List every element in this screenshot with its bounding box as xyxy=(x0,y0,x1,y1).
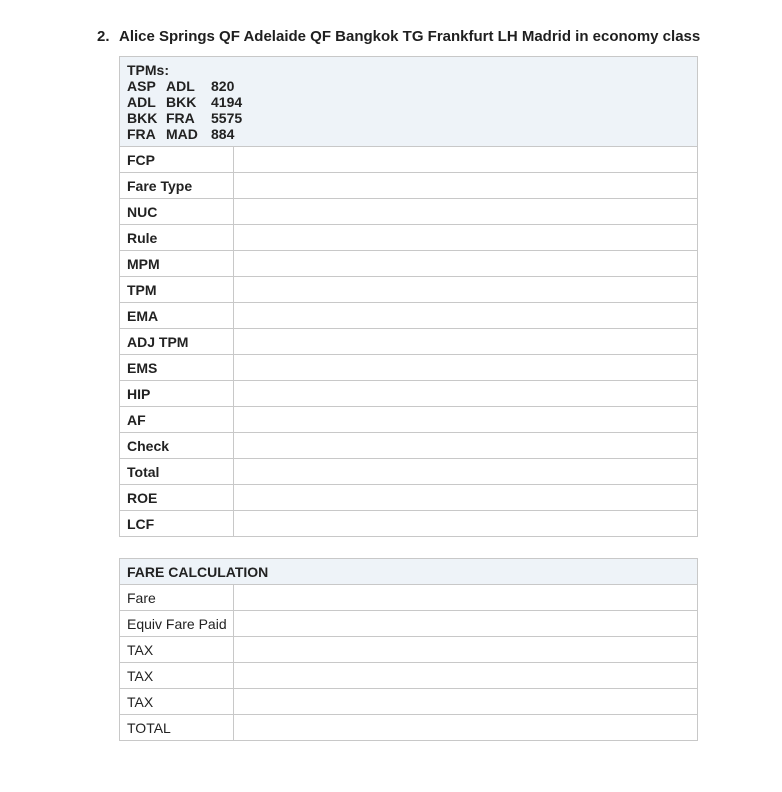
row-label: MPM xyxy=(120,251,234,277)
answer-cell[interactable] xyxy=(234,225,698,251)
row-label: TAX xyxy=(120,689,234,715)
row-label: AF xyxy=(120,407,234,433)
calc-row xyxy=(120,251,698,277)
answer-cell[interactable] xyxy=(234,251,698,277)
tpm-line: ADL BKK 4194 xyxy=(127,94,243,110)
answer-cell[interactable] xyxy=(234,303,698,329)
row-label: ROE xyxy=(120,485,234,511)
answer-cell[interactable] xyxy=(234,147,698,173)
row-label: Rule xyxy=(120,225,234,251)
answer-cell[interactable] xyxy=(234,611,698,637)
calc-row xyxy=(120,277,698,303)
row-label: FCP xyxy=(120,147,234,173)
answer-cell[interactable] xyxy=(234,459,698,485)
calc-row xyxy=(120,459,698,485)
calc-row xyxy=(120,511,698,537)
answer-cell[interactable] xyxy=(234,199,698,225)
calc-row xyxy=(120,433,698,459)
tpm-header-cell xyxy=(120,57,698,147)
answer-cell[interactable] xyxy=(234,511,698,537)
row-label: Equiv Fare Paid xyxy=(120,611,234,637)
calc-row xyxy=(120,303,698,329)
row-label: EMA xyxy=(120,303,234,329)
calc-row xyxy=(120,329,698,355)
answer-cell[interactable] xyxy=(234,355,698,381)
row-label: TAX xyxy=(120,637,234,663)
answer-cell[interactable] xyxy=(234,381,698,407)
row-label: EMS xyxy=(120,355,234,381)
row-label: Total xyxy=(120,459,234,485)
row-label: NUC xyxy=(120,199,234,225)
row-label: TPM xyxy=(120,277,234,303)
question-number: 2. xyxy=(97,28,110,45)
answer-cell[interactable] xyxy=(234,689,698,715)
row-label: Fare Type xyxy=(120,173,234,199)
answer-cell[interactable] xyxy=(234,637,698,663)
question-heading xyxy=(97,28,700,45)
fare-calc-row xyxy=(120,611,698,637)
answer-cell[interactable] xyxy=(234,173,698,199)
row-label: Check xyxy=(120,433,234,459)
calc-row xyxy=(120,225,698,251)
tpm-title: TPMs: xyxy=(127,62,169,78)
row-label: ADJ TPM xyxy=(120,329,234,355)
fare-calculation-table xyxy=(119,558,698,741)
tpm-header-row xyxy=(120,57,698,147)
answer-cell[interactable] xyxy=(234,407,698,433)
tpm-line: ASP ADL 820 xyxy=(127,78,235,94)
fare-calc-row xyxy=(120,585,698,611)
answer-cell[interactable] xyxy=(234,329,698,355)
tpm-line: BKK FRA 5575 xyxy=(127,110,243,126)
answer-cell[interactable] xyxy=(234,585,698,611)
calc-row xyxy=(120,407,698,433)
answer-cell[interactable] xyxy=(234,433,698,459)
fare-calc-row xyxy=(120,663,698,689)
fare-calc-title: FARE CALCULATION xyxy=(120,559,698,585)
fare-calc-header-row xyxy=(120,559,698,585)
calc-row xyxy=(120,355,698,381)
row-label: TAX xyxy=(120,663,234,689)
row-label: HIP xyxy=(120,381,234,407)
fare-construction-table xyxy=(119,56,698,537)
calc-row xyxy=(120,147,698,173)
calc-row xyxy=(120,381,698,407)
question-text: Alice Springs QF Adelaide QF Bangkok TG Frankfurt LH Madrid in economy class xyxy=(119,28,701,45)
fare-calc-row xyxy=(120,689,698,715)
row-label: Fare xyxy=(120,585,234,611)
answer-cell[interactable] xyxy=(234,715,698,741)
row-label: TOTAL xyxy=(120,715,234,741)
calc-row xyxy=(120,199,698,225)
calc-row xyxy=(120,485,698,511)
row-label: LCF xyxy=(120,511,234,537)
tpm-line: FRA MAD 884 xyxy=(127,126,235,142)
answer-cell[interactable] xyxy=(234,277,698,303)
answer-cell[interactable] xyxy=(234,663,698,689)
fare-calc-row xyxy=(120,637,698,663)
answer-cell[interactable] xyxy=(234,485,698,511)
calc-row xyxy=(120,173,698,199)
fare-calc-row xyxy=(120,715,698,741)
